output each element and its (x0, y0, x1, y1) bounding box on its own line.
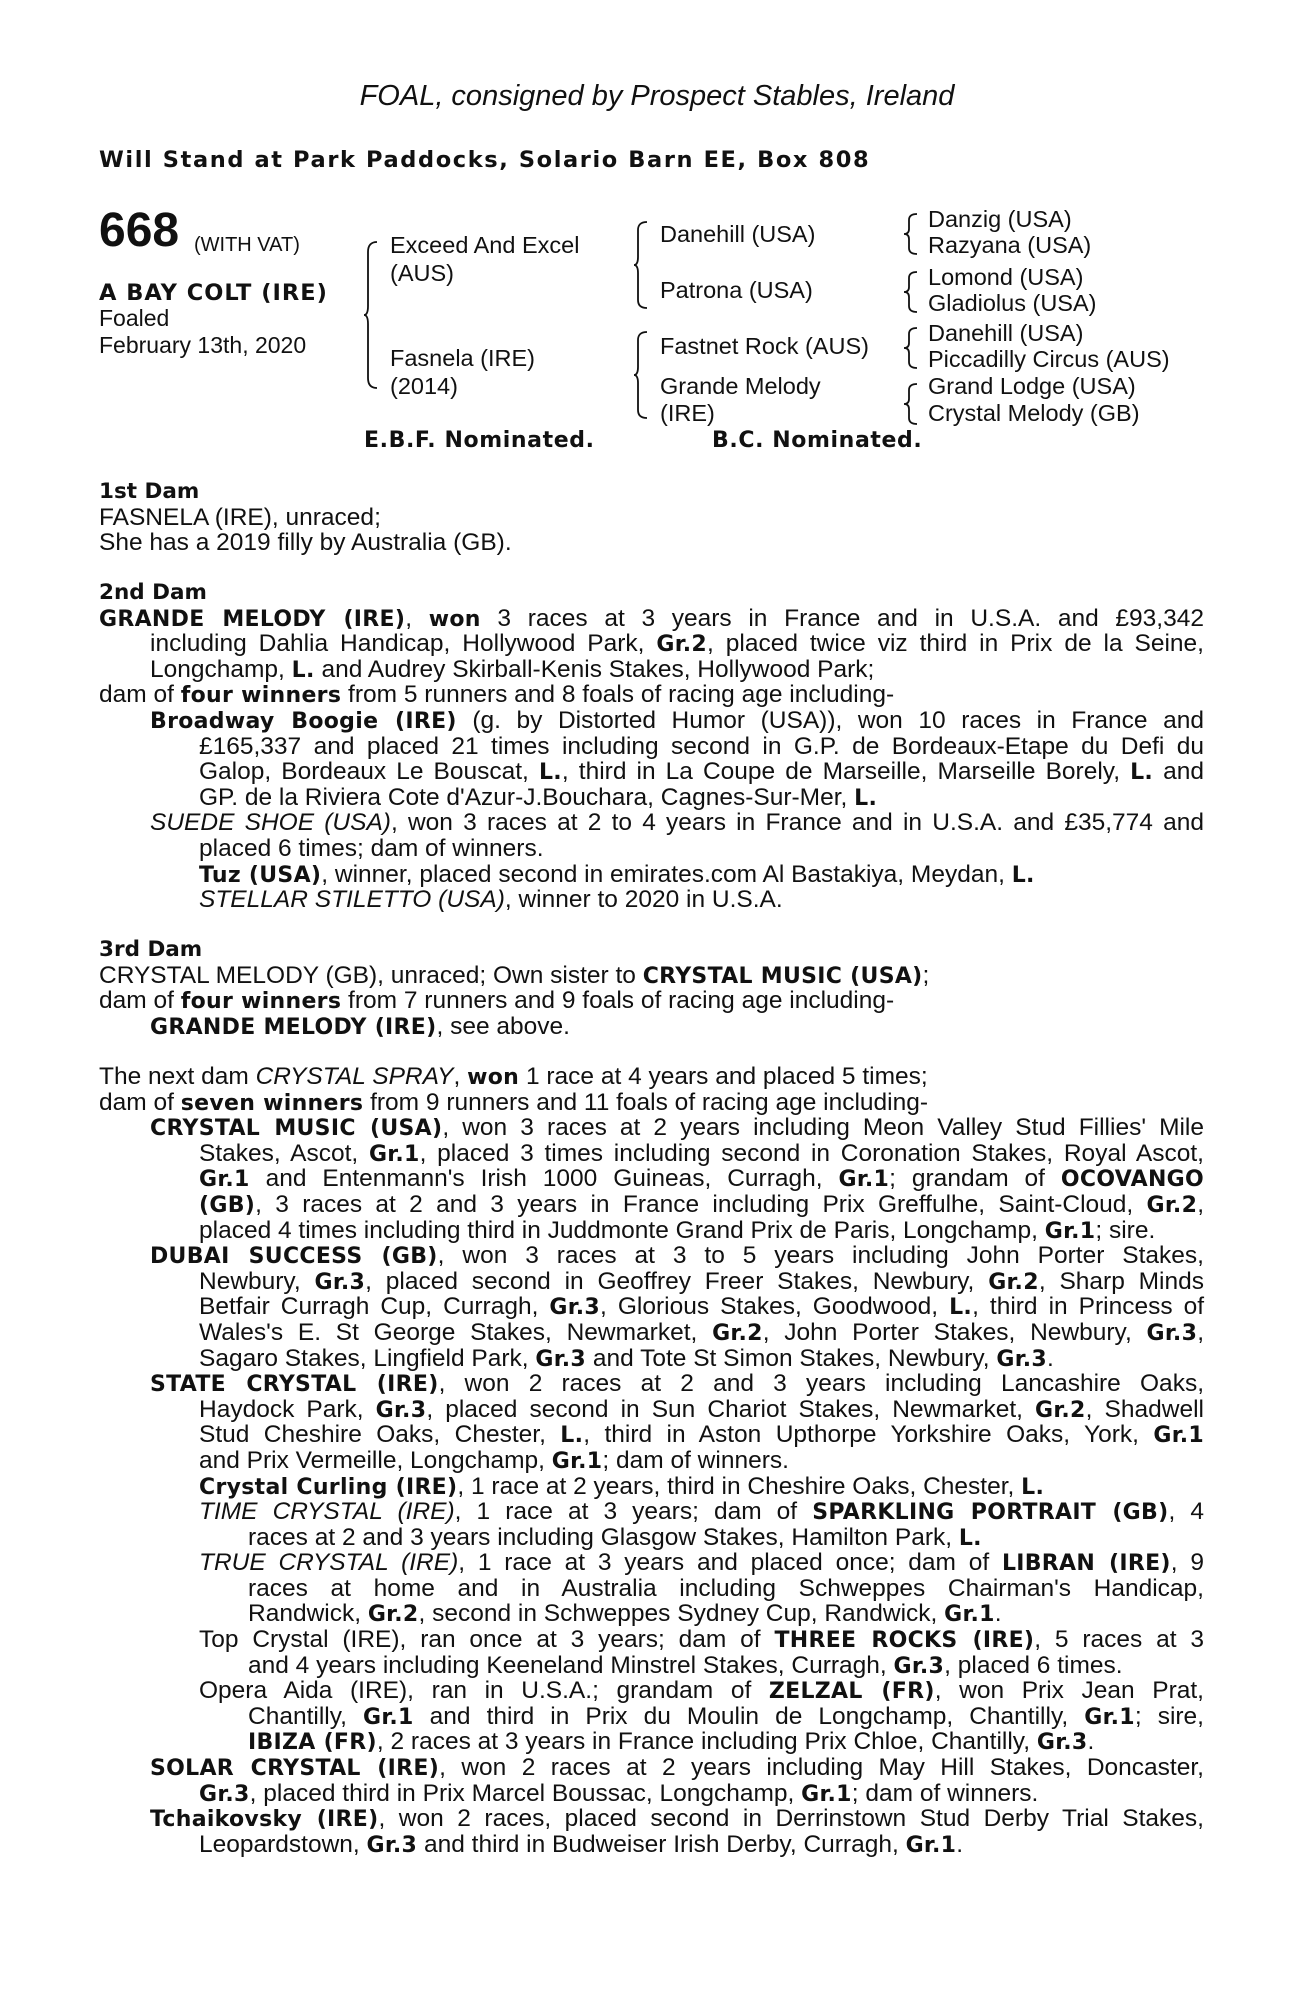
ss-sire: Danzig (USA) (928, 206, 1072, 232)
dam-sire: Fastnet Rock (AUS) (660, 333, 869, 359)
dam-of-line: dam of four winners from 5 runners and 8 foals of racing age including- (99, 681, 895, 709)
first-dam-line: FASNELA (IRE), unraced; (99, 503, 381, 531)
time-crystal-line: TIME CRYSTAL (IRE), 1 race at 3 years; dam of SPARKLING PORTRAIT (GB), 4 (199, 1498, 1204, 1526)
dam-of-line: dam of four winners from 7 runners and 9 foals of racing age including- (99, 987, 895, 1015)
dubai-success-line: Wales's E. St George Stakes, Newmarket, Gr.2, John Porter Stakes, Newbury, Gr.3, (199, 1318, 1204, 1346)
crystal-music-line: Stakes, Ascot, Gr.1, placed 3 times including second in Coronation Stakes, Royal Ascot, (199, 1139, 1204, 1167)
stand-location: Will Stand at Park Paddocks, Solario Barn EE, Box 808 (99, 147, 871, 173)
foaled-label: Foaled (99, 305, 170, 331)
state-crystal-line: Stud Cheshire Oaks, Chester, L., third in Aston Upthorpe Yorkshire Oaks, York, Gr.1 (199, 1421, 1204, 1449)
grande-melody-line: including Dahlia Handicap, Hollywood Park, Gr.2, placed twice viz third in Prix de la Seine, (150, 630, 1204, 658)
ss-dam: Razyana (USA) (928, 232, 1092, 258)
true-crystal-line: races at home and in Australia including Schweppes Chairman's Handicap, (248, 1574, 1204, 1602)
dam-dam-origin: (IRE) (660, 400, 715, 426)
time-crystal-line: races at 2 and 3 years including Glasgow Stakes, Hamilton Park, L. (248, 1523, 982, 1551)
first-dam-section (99, 479, 1204, 556)
tchaikovsky-line: Tchaikovsky (IRE), won 2 races, placed second in Derrinstown Stud Derby Trial Stakes, (150, 1805, 1204, 1833)
grande-melody-line: GRANDE MELODY (IRE), won 3 races at 3 years in France and in U.S.A. and £93,342 (99, 604, 1204, 632)
grande-melody-line: Longchamp, L. and Audrey Skirball-Kenis Stakes, Hollywood Park; (150, 655, 875, 683)
dubai-success-line: Betfair Curragh Cup, Curragh, Gr.3, Glorious Stakes, Goodwood, L., third in Princess of (199, 1293, 1205, 1321)
opera-aida-line: Opera Aida (IRE), ran in U.S.A.; grandam of ZELZAL (FR), won Prix Jean Prat, (199, 1677, 1204, 1705)
sire-dam: Patrona (USA) (660, 277, 813, 303)
dd-sire: Grand Lodge (USA) (928, 373, 1136, 399)
ds-sire: Danehill (USA) (928, 320, 1084, 346)
pedigree-bracket-sire (634, 220, 648, 310)
sire-origin: (AUS) (390, 260, 454, 286)
pedigree-bracket-sd (904, 270, 918, 314)
suede-shoe-line: placed 6 times; dam of winners. (199, 834, 544, 862)
first-dam-line: She has a 2019 filly by Australia (GB). (99, 529, 512, 557)
state-crystal-line: STATE CRYSTAL (IRE), won 2 races at 2 and 3 years including Lancashire Oaks, (150, 1370, 1204, 1398)
ds-dam: Piccadilly Circus (AUS) (928, 346, 1170, 372)
true-crystal-line: TRUE CRYSTAL (IRE), 1 race at 3 years and placed once; dam of LIBRAN (IRE), 9 (199, 1549, 1204, 1577)
crystal-music-line: CRYSTAL MUSIC (USA), won 3 races at 2 years including Meon Valley Stud Fillies' Mile (150, 1114, 1204, 1142)
opera-aida-line: Chantilly, Gr.1 and third in Prix du Moulin de Longchamp, Chantilly, Gr.1; sire, (248, 1702, 1204, 1730)
dam-dam-name: Grande Melody (660, 373, 821, 399)
dam-name: Fasnela (IRE) (390, 345, 535, 371)
crystal-curling-line: Crystal Curling (IRE), 1 race at 2 years, third in Cheshire Oaks, Chester, L. (199, 1472, 1045, 1500)
pedigree-bracket-main (364, 240, 378, 390)
grande-melody-ref: GRANDE MELODY (IRE), see above. (150, 1012, 570, 1040)
top-crystal-line: Top Crystal (IRE), ran once at 3 years; dam of THREE ROCKS (IRE), 5 races at 3 (199, 1626, 1205, 1654)
state-crystal-line: and Prix Vermeille, Longchamp, Gr.1; dam of winners. (199, 1446, 789, 1474)
tuz-line: Tuz (USA), winner, placed second in emirates.com Al Bastakiya, Meydan, L. (199, 860, 1035, 888)
true-crystal-line: Randwick, Gr.2, second in Schweppes Sydney Cup, Randwick, Gr.1. (248, 1600, 1002, 1628)
pedigree-bracket-ss (904, 212, 918, 256)
ebf-nominated: E.B.F. Nominated. (364, 428, 595, 453)
foaled-date: February 13th, 2020 (99, 332, 307, 358)
suede-shoe-line: SUEDE SHOE (USA), won 3 races at 2 to 4 years in France and in U.S.A. and £35,774 and (150, 809, 1205, 837)
lot-name: A BAY COLT (IRE) (99, 280, 328, 306)
third-dam-heading: 3rd Dam (99, 937, 203, 962)
broadway-boogie-line: £165,337 and placed 21 times including second in G.P. de Bordeaux-Etape du Defi du (199, 732, 1204, 760)
state-crystal-line: Haydock Park, Gr.3, placed second in Sun Chariot Stakes, Newmarket, Gr.2, Shadwell (199, 1395, 1204, 1423)
dd-dam: Crystal Melody (GB) (928, 400, 1140, 426)
sd-dam: Gladiolus (USA) (928, 290, 1097, 316)
second-dam-section (99, 580, 1204, 913)
pedigree-bracket-dd (904, 382, 918, 426)
crystal-music-line: placed 4 times including third in Juddmonte Grand Prix de Paris, Longchamp, Gr.1; sire. (199, 1216, 1156, 1244)
stellar-stiletto-line: STELLAR STILETTO (USA), winner to 2020 in U.S.A. (199, 886, 783, 914)
bc-nominated: B.C. Nominated. (712, 428, 923, 453)
opera-aida-line: IBIZA (FR), 2 races at 3 years in France including Prix Chloe, Chantilly, Gr.3. (248, 1728, 1095, 1756)
pedigree-bracket-ds (904, 326, 918, 370)
second-dam-heading: 2nd Dam (99, 580, 207, 605)
dam-of-line: dam of seven winners from 9 runners and 11 foals of racing age including- (99, 1088, 929, 1116)
crystal-melody-line: CRYSTAL MELODY (GB), unraced; Own sister to CRYSTAL MUSIC (USA); (99, 961, 930, 989)
lot-number: 668 (99, 204, 180, 257)
broadway-boogie-line: Galop, Bordeaux Le Bouscat, L., third in La Coupe de Marseille, Marseille Borely, L. and (199, 758, 1205, 786)
broadway-boogie-line: Broadway Boogie (IRE) (g. by Distorted Humor (USA)), won 10 races in France and (150, 706, 1205, 734)
solar-crystal-line: SOLAR CRYSTAL (IRE), won 2 races at 2 years including May Hill Stakes, Doncaster, (150, 1754, 1204, 1782)
pedigree-bracket-dam (634, 330, 648, 420)
first-dam-heading: 1st Dam (99, 479, 200, 504)
dam-year: (2014) (390, 373, 458, 399)
third-dam-section (99, 937, 1204, 1039)
crystal-spray-line: The next dam CRYSTAL SPRAY, won 1 race at 4 years and placed 5 times; (99, 1063, 928, 1090)
next-dam-section (99, 1064, 1204, 1857)
page-title: FOAL, consigned by Prospect Stables, Ireland (359, 80, 955, 112)
top-crystal-line: and 4 years including Keeneland Minstrel Stakes, Curragh, Gr.3, placed 6 times. (248, 1651, 1123, 1679)
crystal-music-line: (GB), 3 races at 2 and 3 years in France including Prix Greffulhe, Saint-Cloud, Gr.2, (199, 1190, 1204, 1218)
tchaikovsky-line: Leopardstown, Gr.3 and third in Budweiser Irish Derby, Curragh, Gr.1. (199, 1830, 964, 1858)
dubai-success-line: DUBAI SUCCESS (GB), won 3 races at 3 to 5 years including John Porter Stakes, (150, 1242, 1204, 1270)
sire-name: Exceed And Excel (390, 232, 580, 258)
crystal-music-line: Gr.1 and Entenmann's Irish 1000 Guineas, Curragh, Gr.1; grandam of OCOVANGO (199, 1165, 1205, 1193)
sd-sire: Lomond (USA) (928, 264, 1084, 290)
broadway-boogie-line: GP. de la Riviera Cote d'Azur-J.Bouchara, Cagnes-Sur-Mer, L. (199, 783, 878, 811)
solar-crystal-line: Gr.3, placed third in Prix Marcel Boussac, Longchamp, Gr.1; dam of winners. (199, 1779, 1039, 1807)
dubai-success-line: Sagaro Stakes, Lingfield Park, Gr.3 and Tote St Simon Stakes, Newbury, Gr.3. (199, 1344, 1054, 1372)
sire-sire: Danehill (USA) (660, 221, 816, 247)
vat-note: (WITH VAT) (194, 234, 300, 256)
dubai-success-line: Newbury, Gr.3, placed second in Geoffrey Freer Stakes, Newbury, Gr.2, Sharp Minds (199, 1267, 1205, 1295)
